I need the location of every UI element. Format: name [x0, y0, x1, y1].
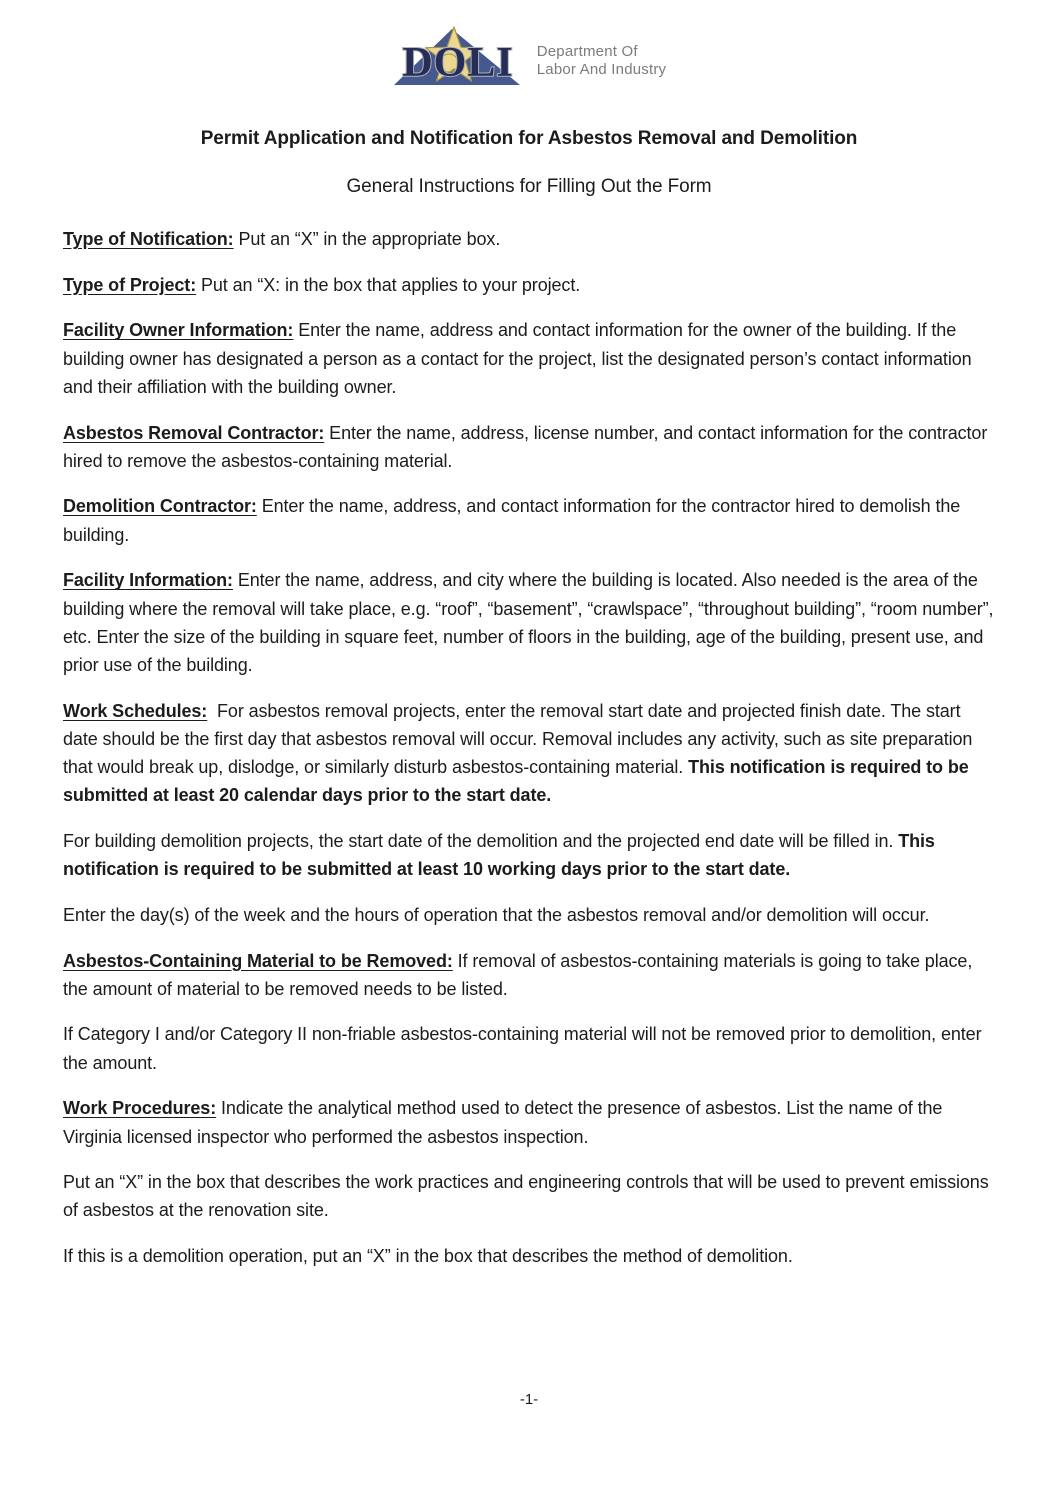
paragraph-text: Enter the name, address, and city where the building is located. Also needed is the area of the building where the removal will take place, e.g. “roof”, “basement”, “crawlspace”, “throughout building”, “room number”, etc. Enter the size of the building in square feet, number of floors in the building, age of the building, present use, and prior use of the building. [63, 570, 999, 675]
section-label: Demolition Contractor: [63, 496, 257, 517]
doli-logo-graphic [392, 13, 527, 91]
paragraph-text: Put an “X: in the box that applies to your project. [196, 274, 581, 295]
paragraphs [63, 225, 999, 1270]
doli-logo [392, 13, 667, 91]
section-label: Asbestos Removal Contractor: [63, 422, 325, 443]
paragraph-text: Enter the name, address, license number, and contact information for the contractor hired to remove the asbestos-containing material. [63, 422, 993, 471]
paragraph-text: If removal of asbestos-containing materials is going to take place, the amount of material to be removed needs to be listed. [63, 950, 978, 999]
paragraph-text: Indicate the analytical method used to detect the presence of asbestos. List the name of the Virginia licensed inspector who performed the asbestos inspection. [63, 1098, 948, 1147]
paragraph [63, 316, 996, 401]
paragraph [63, 225, 996, 253]
paragraph [63, 271, 996, 299]
paragraph-text: If Category I and/or Category II non-friable asbestos-containing material will not be removed prior to demolition, enter the amount. [63, 1024, 987, 1073]
paragraph [63, 1168, 996, 1224]
paragraph-bold-text: This notification is required to be submitted at least 10 working days prior to the start date. [63, 830, 940, 880]
section-label: Type of Project: [63, 274, 197, 295]
paragraph [63, 492, 996, 548]
paragraph-text: Enter the name, address and contact information for the owner of the building. If the building owner has designated a person as a contact for the project, list the designated person’s contact information and their affiliation with the building owner. [63, 320, 977, 397]
paragraph-text: Enter the day(s) of the week and the hours of operation that the asbestos removal and/or demolition will occur. [63, 904, 930, 925]
doli-acronym: DOLI [402, 40, 514, 86]
paragraph-text: Put an “X” in the appropriate box. [233, 229, 501, 249]
paragraph [63, 697, 996, 810]
paragraph-text: If this is a demolition operation, put an “X” in the box that describes the method of demolition. [63, 1246, 793, 1267]
paragraph [63, 1094, 996, 1150]
header [0, 0, 1058, 91]
document-title: Permit Application and Notification for Asbestos Removal and Demolition [200, 128, 858, 149]
paragraph [63, 1020, 996, 1076]
department-name [537, 43, 667, 79]
section-label: Work Procedures: [63, 1098, 217, 1119]
paragraph-text: For asbestos removal projects, enter the removal start date and projected finish date. The start date should be the first day that asbestos removal will occur. Removal includes any activity, such as site preparation that would break up, dislodge, or similarly disturb asbestos-containing material. [63, 700, 978, 778]
section-label: Asbestos-Containing Material to be Removed: [63, 950, 453, 971]
page-number: -1- [519, 1391, 539, 1408]
document-subtitle: General Instructions for Filling Out the Form [346, 176, 712, 197]
section-label: Facility Owner Information: [63, 320, 294, 341]
section-label: Work Schedules: [63, 700, 208, 721]
paragraph [63, 566, 999, 679]
paragraph [63, 827, 996, 883]
department-line2: Labor And Industry [536, 61, 667, 78]
paragraph [63, 1242, 996, 1270]
paragraph [63, 901, 996, 929]
department-line1: Department Of [536, 43, 638, 60]
paragraph [63, 419, 996, 475]
paragraph [63, 947, 996, 1003]
paragraph-text: Put an “X” in the box that describes the work practices and engineering controls that will be used to prevent emissions of asbestos at the renovation site. [63, 1172, 994, 1221]
section-label: Facility Information: [63, 570, 233, 591]
paragraph-bold-text: This notification is required to be submitted at least 20 calendar days prior to the start date. [63, 757, 974, 806]
section-label: Type of Notification: [63, 229, 234, 249]
paragraph-text: Enter the name, address, and contact information for the contractor hired to demolish the building. [63, 496, 966, 545]
paragraph-text: For building demolition projects, the start date of the demolition and the projected end date will be filled in. [63, 830, 899, 851]
